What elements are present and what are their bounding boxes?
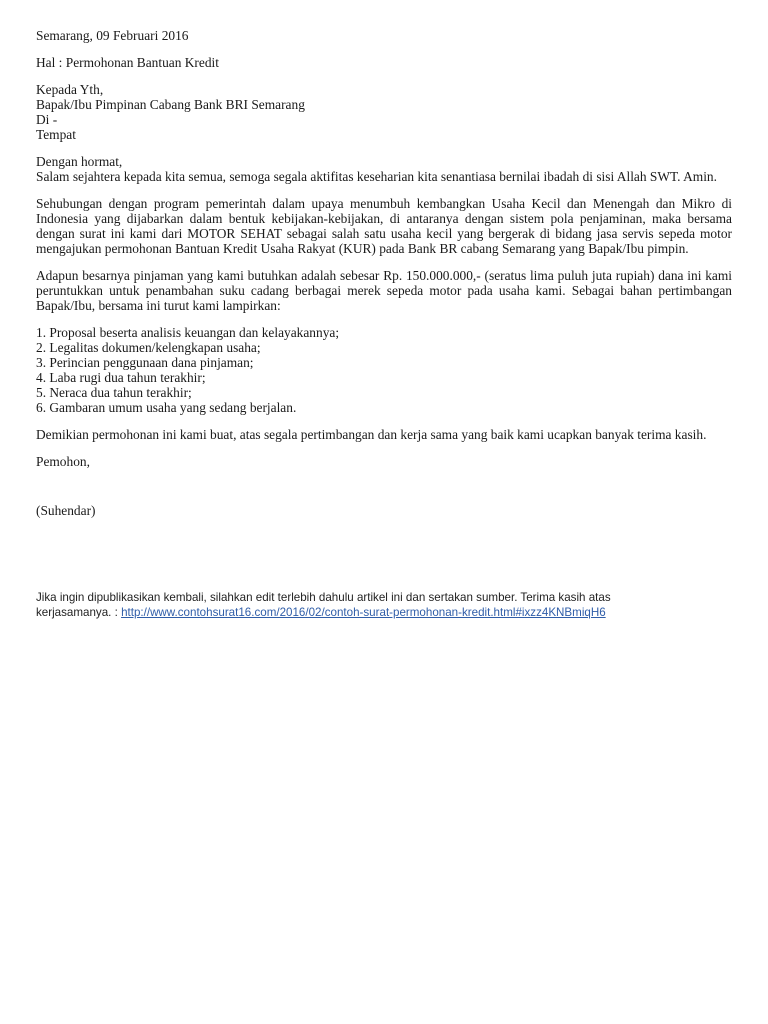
- recipient-line: Bapak/Ibu Pimpinan Cabang Bank BRI Semarang: [36, 97, 305, 112]
- source-footer: [36, 590, 676, 620]
- letter-body: [36, 28, 732, 530]
- list-item: 6. Gambaran umum usaha yang sedang berjalan.: [36, 400, 297, 415]
- list-item: 2. Legalitas dokumen/kelengkapan usaha;: [36, 340, 261, 355]
- list-item: 3. Perincian penggunaan dana pinjaman;: [36, 355, 254, 370]
- closing-paragraph: Demikian permohonan ini kami buat, atas segala pertimbangan dan kerja sama yang baik kami ucapkan banyak terima kasih.: [36, 427, 707, 442]
- sign-off: Pemohon,: [36, 454, 90, 469]
- source-link[interactable]: http://www.contohsurat16.com/2016/02/contoh-surat-permohonan-kredit.html#ixzz4KNBmiqH6: [121, 606, 606, 619]
- paragraph-loan-amount: Adapun besarnya pinjaman yang kami butuhkan adalah sebesar Rp. 150.000.000,- (seratus lima puluh juta rupiah) dana ini kami peruntukkan untuk penambahan suku cadang berbagai merek sepeda motor pada usaha kami. Sebagai bahan pertimbangan Bapak/Ibu, bersama ini turut kami lampirkan:: [36, 268, 732, 313]
- date-line: Semarang, 09 Februari 2016: [36, 28, 189, 43]
- greeting-paragraph: Salam sejahtera kepada kita semua, semoga segala aktifitas keseharian kita senantiasa bernilai ibadah di sisi Allah SWT. Amin.: [36, 169, 717, 184]
- salutation: Dengan hormat,: [36, 154, 123, 169]
- recipient-block: [36, 82, 732, 142]
- opening-block: [36, 154, 732, 184]
- recipient-line: Tempat: [36, 127, 76, 142]
- list-item: 4. Laba rugi dua tahun terakhir;: [36, 370, 206, 385]
- recipient-line: Kepada Yth,: [36, 82, 104, 97]
- signer-name: (Suhendar): [36, 503, 96, 518]
- subject-line: Hal : Permohonan Bantuan Kredit: [36, 55, 219, 70]
- attachment-list: [36, 325, 732, 415]
- signature-space: [36, 481, 732, 503]
- recipient-line: Di -: [36, 112, 58, 127]
- paragraph-intro: Sehubungan dengan program pemerintah dalam upaya menumbuh kembangkan Usaha Kecil dan Menengah dan Mikro di Indonesia yang dijabarkan dalam bentuk kebijakan-kebijakan, di antaranya dengan sistem pola penjaminan, maka bersama dengan surat ini kami dari MOTOR SEHAT sebagai salah satu usaha kecil yang bergerak di bidang jasa servis sepeda motor mengajukan permohonan Bantuan Kredit Usaha Rakyat (KUR) pada Bank BR cabang Semarang yang Bapak/Ibu pimpin.: [36, 196, 732, 256]
- footer-text: Jika ingin dipublikasikan kembali, silahkan edit terlebih dahulu artikel ini dan sertakan sumber. Terima kasih atas kerjasamanya. :: [36, 591, 611, 619]
- list-item: 5. Neraca dua tahun terakhir;: [36, 385, 192, 400]
- list-item: 1. Proposal beserta analisis keuangan dan kelayakannya;: [36, 325, 340, 340]
